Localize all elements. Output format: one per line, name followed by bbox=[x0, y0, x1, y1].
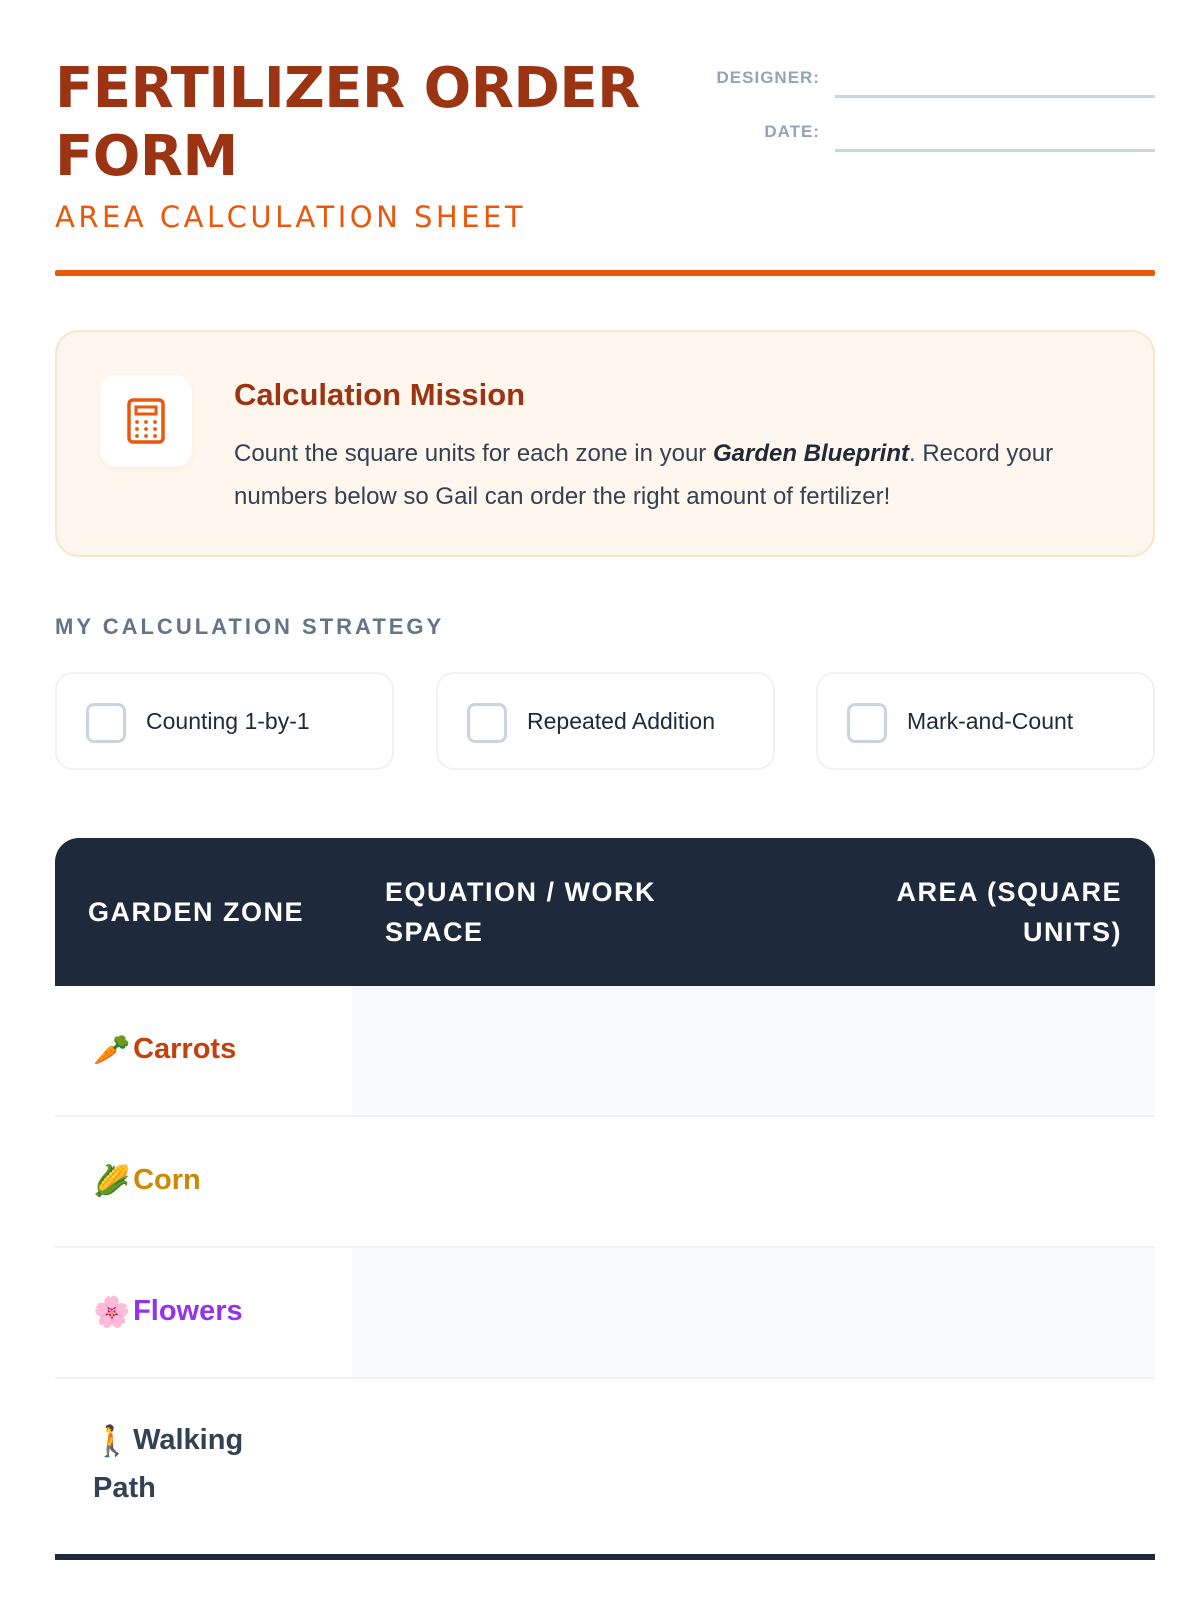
mission-title: Calculation Mission bbox=[234, 377, 526, 412]
designer-field[interactable] bbox=[835, 95, 1155, 98]
zone-label: Corn bbox=[133, 1164, 201, 1196]
zone-label: Walking Path bbox=[93, 1424, 244, 1504]
mission-icon-container bbox=[100, 375, 192, 467]
column-header-work: EQUATION / WORK SPACE bbox=[385, 877, 656, 947]
table-row bbox=[55, 986, 1155, 1117]
strategy-heading: MY CALCULATION STRATEGY bbox=[55, 614, 445, 639]
mission-card bbox=[55, 330, 1155, 557]
table-row bbox=[55, 1379, 1155, 1554]
strategy-option-label: Mark-and-Count bbox=[907, 708, 1074, 734]
date-row bbox=[715, 114, 1155, 154]
zone-name bbox=[93, 1026, 313, 1074]
mission-text-emphasis: Garden Blueprint bbox=[712, 440, 909, 467]
date-label: DATE: bbox=[764, 122, 820, 141]
carrot-icon: 🥕 bbox=[93, 1034, 131, 1067]
work-space-cell[interactable] bbox=[352, 1248, 1155, 1377]
table-bottom-border bbox=[55, 1554, 1155, 1560]
order-form-page bbox=[55, 0, 1155, 1600]
mission-text-start: Count the square units for each zone in your bbox=[234, 440, 713, 467]
strategy-option-repeated-addition[interactable] bbox=[436, 672, 775, 770]
strategy-option-mark-and-count[interactable] bbox=[816, 672, 1155, 770]
flower-icon: 🌸 bbox=[93, 1296, 131, 1329]
table-header bbox=[55, 838, 1155, 986]
work-space-cell[interactable] bbox=[352, 1379, 1155, 1554]
date-field[interactable] bbox=[835, 149, 1155, 152]
mission-text-end: . Record your numbers below so Gail can order the right amount of fertilizer! bbox=[234, 440, 1054, 510]
strategy-options bbox=[55, 672, 1155, 770]
table-row bbox=[55, 1248, 1155, 1379]
area-table bbox=[55, 838, 1155, 1558]
work-space-cell[interactable] bbox=[352, 1117, 1155, 1246]
work-space-cell[interactable] bbox=[352, 986, 1155, 1115]
column-header-zone: GARDEN ZONE bbox=[88, 897, 305, 927]
strategy-checkbox[interactable] bbox=[467, 703, 507, 743]
form-header bbox=[55, 55, 1155, 277]
table-row bbox=[55, 1117, 1155, 1248]
designer-label: DESIGNER: bbox=[716, 68, 820, 87]
page-subtitle: AREA CALCULATION SHEET bbox=[55, 200, 527, 234]
mission-text bbox=[234, 432, 1114, 518]
zone-label: Flowers bbox=[133, 1295, 243, 1327]
calculator-icon bbox=[126, 397, 166, 445]
corn-icon: 🌽 bbox=[93, 1165, 131, 1198]
zone-name bbox=[93, 1157, 313, 1205]
page-title: FERTILIZER ORDER FORM bbox=[55, 56, 640, 189]
column-header-area: AREA (SQUARE UNITS) bbox=[896, 877, 1122, 947]
strategy-option-label: Repeated Addition bbox=[527, 708, 715, 734]
strategy-checkbox[interactable] bbox=[86, 703, 126, 743]
designer-row bbox=[715, 60, 1155, 100]
strategy-option-label: Counting 1-by-1 bbox=[146, 708, 310, 734]
header-divider bbox=[55, 270, 1155, 276]
zone-name bbox=[93, 1417, 313, 1512]
strategy-option-counting[interactable] bbox=[55, 672, 394, 770]
strategy-checkbox[interactable] bbox=[847, 703, 887, 743]
zone-label: Carrots bbox=[133, 1033, 237, 1065]
walking-person-icon: 🚶 bbox=[93, 1425, 131, 1458]
zone-name bbox=[93, 1288, 313, 1336]
